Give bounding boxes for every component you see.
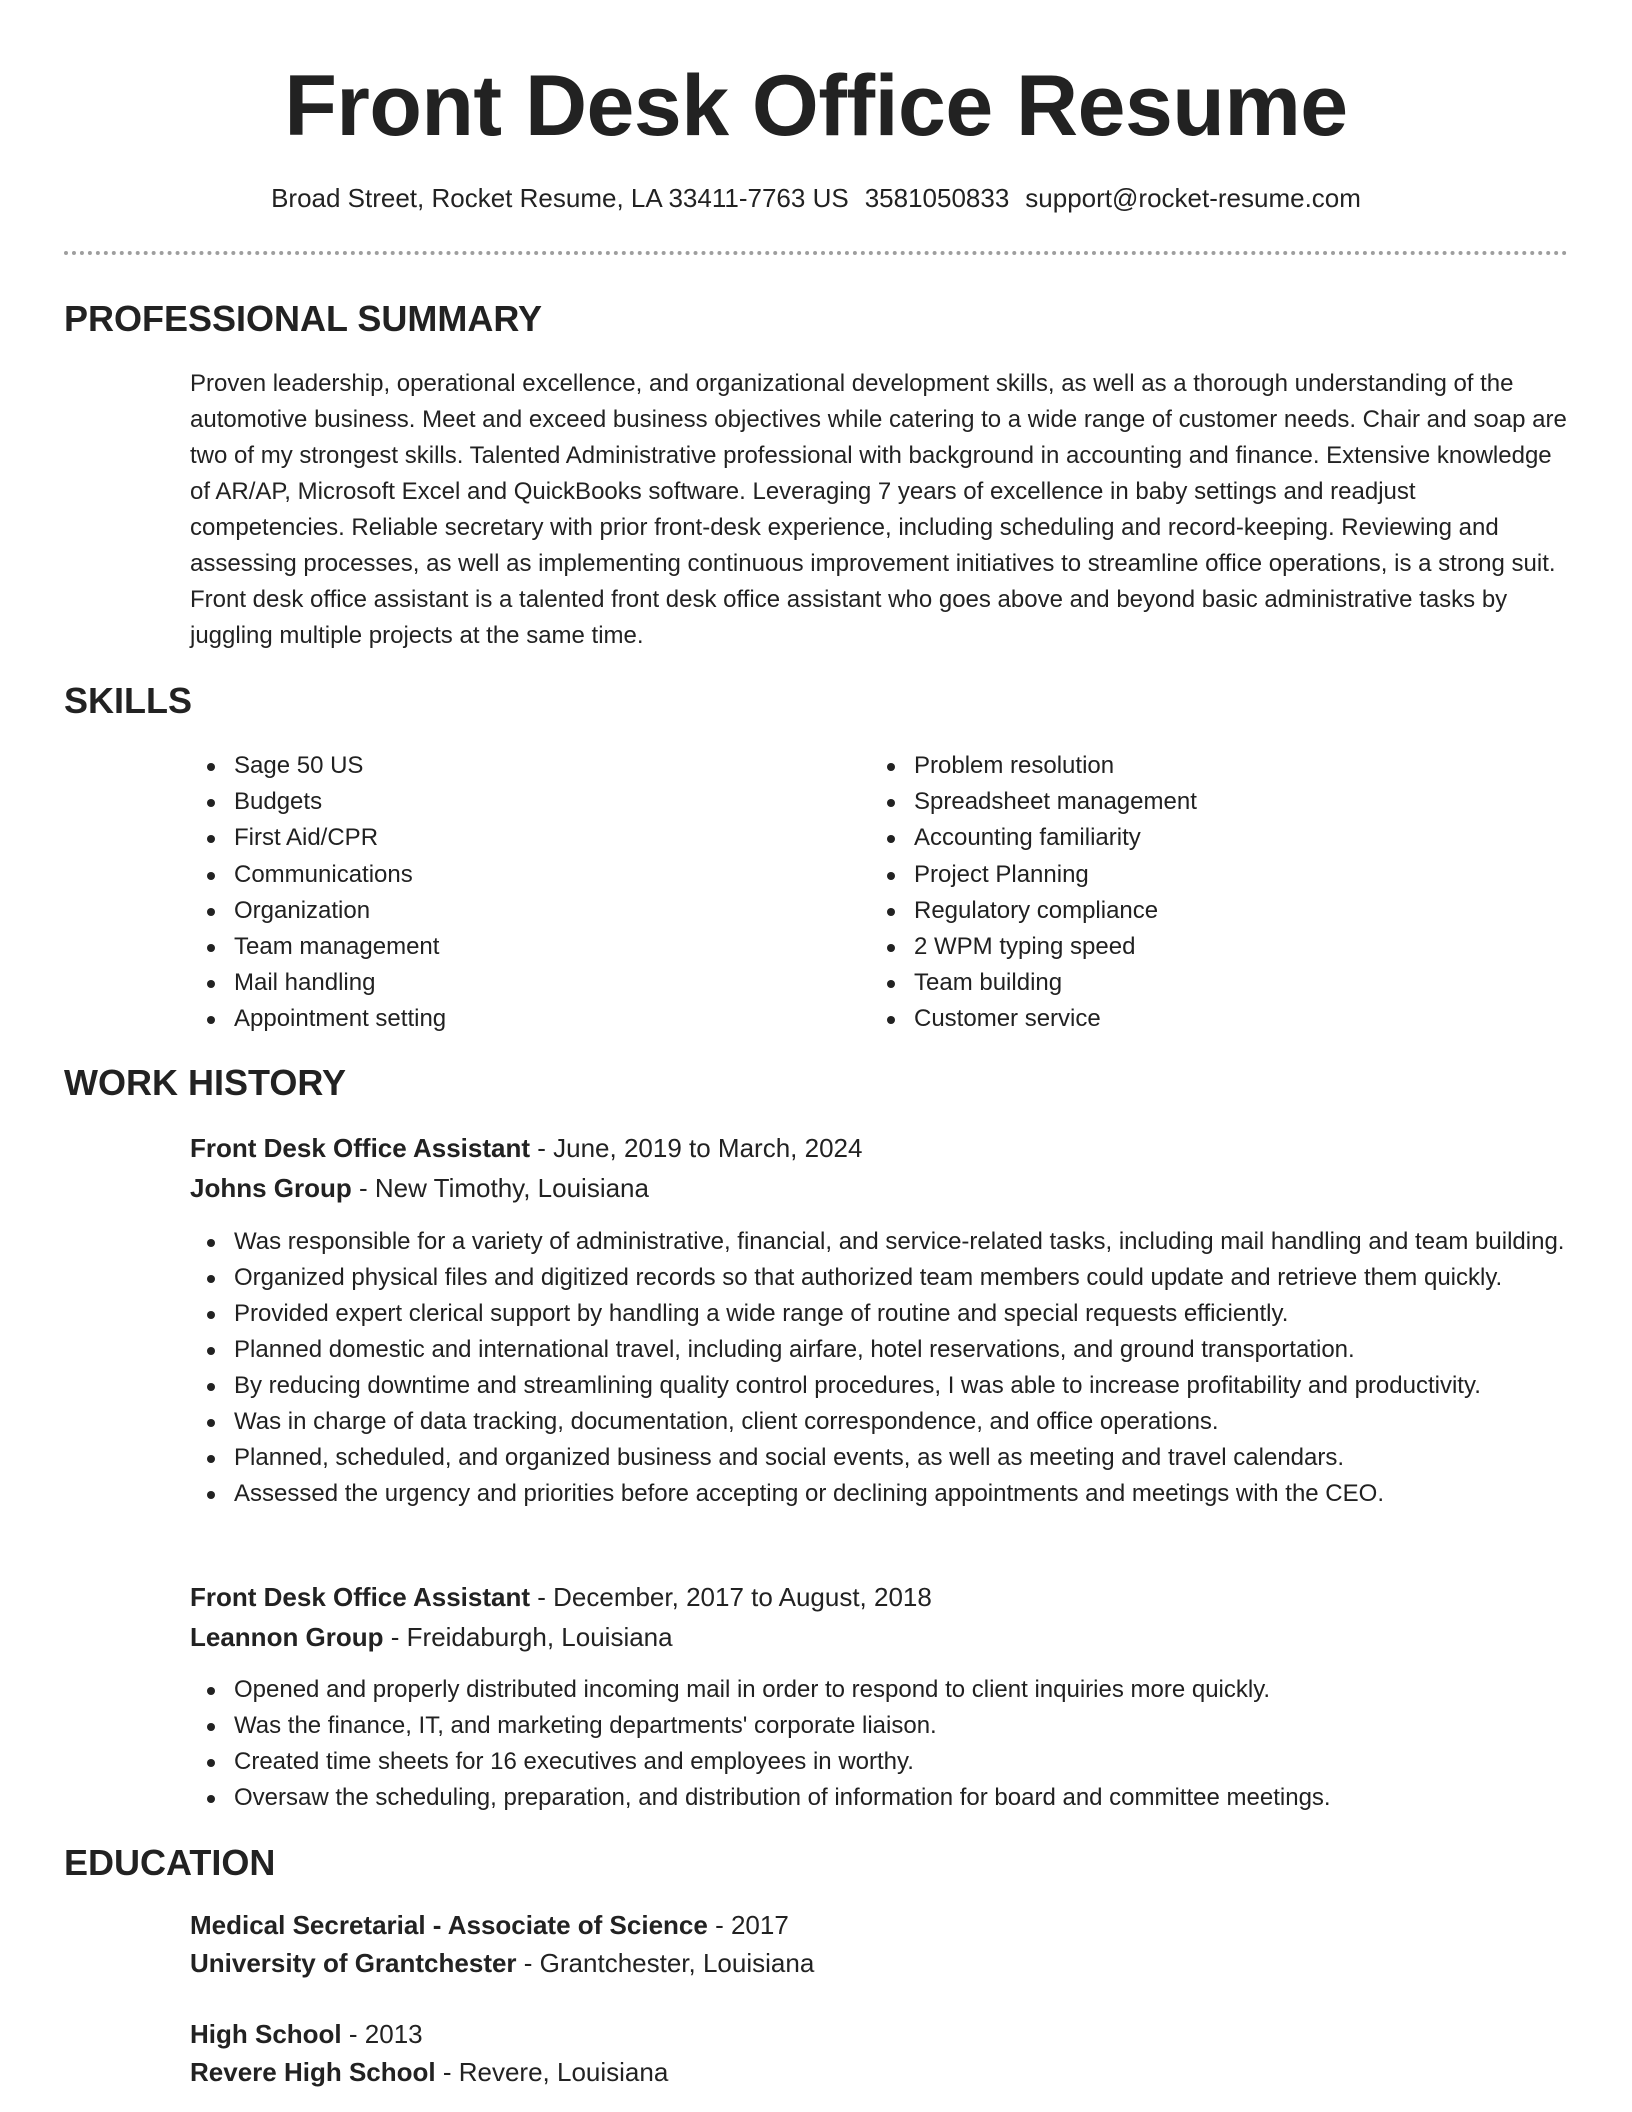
skills-list-left bbox=[190, 748, 830, 1038]
skill-item: Organization bbox=[190, 893, 830, 929]
job-dates: - June, 2019 to March, 2024 bbox=[530, 1133, 863, 1163]
job-location: - Freidaburgh, Louisiana bbox=[383, 1622, 673, 1652]
skills-list-right bbox=[870, 748, 1550, 1038]
skill-item: Spreadsheet management bbox=[870, 784, 1550, 820]
education-school-line bbox=[190, 2052, 1560, 2092]
job-bullets bbox=[190, 1672, 1570, 1816]
job-bullet: Organized physical files and digitized records so that authorized team members could update and retrieve them quickly. bbox=[190, 1260, 1570, 1296]
contact-address: Broad Street, Rocket Resume, LA 33411-7763 US bbox=[271, 183, 849, 213]
job-bullet: Provided expert clerical support by handling a wide range of routine and special requests efficiently. bbox=[190, 1296, 1570, 1332]
work-heading: WORK HISTORY bbox=[64, 1062, 347, 1103]
skill-item: Team management bbox=[190, 929, 830, 965]
job-bullet: Opened and properly distributed incoming mail in order to respond to client inquiries more quickly. bbox=[190, 1672, 1570, 1708]
skill-item: 2 WPM typing speed bbox=[870, 929, 1550, 965]
job-dates: - December, 2017 to August, 2018 bbox=[530, 1582, 932, 1612]
resume-title: Front Desk Office Resume bbox=[284, 58, 1348, 154]
skill-item: First Aid/CPR bbox=[190, 820, 830, 856]
job-bullet: Was the finance, IT, and marketing departments' corporate liaison. bbox=[190, 1708, 1570, 1744]
job-bullet: Oversaw the scheduling, preparation, and distribution of information for board and committee meetings. bbox=[190, 1780, 1570, 1816]
skill-item: Project Planning bbox=[870, 857, 1550, 893]
summary-text: Proven leadership, operational excellence, and organizational development skills, as well as a thorough understanding of the automotive business. Meet and exceed business objectives while catering to a wide range of customer needs. Chair and soap are two of my strongest skills. Talented Administrative professional with background in accounting and finance. Extensive knowledge of AR/AP, Microsoft Excel and QuickBooks software. Leveraging 7 years of excellence in baby settings and readjust competencies. Reliable secretary with prior front-desk experience, including scheduling and record-keeping. Reviewing and assessing processes, as well as implementing continuous improvement initiatives to streamline office operations, is a strong suit. Front desk office assistant is a talented front desk office assistant who goes above and beyond basic administrative tasks by juggling multiple projects at the same time. bbox=[190, 370, 1567, 649]
job-bullet: Created time sheets for 16 executives and employees in worthy. bbox=[190, 1744, 1570, 1780]
contact-line bbox=[0, 180, 1632, 216]
skill-item: Team building bbox=[870, 965, 1550, 1001]
skill-item: Sage 50 US bbox=[190, 748, 830, 784]
job-bullet: Was in charge of data tracking, documentation, client correspondence, and office operations. bbox=[190, 1404, 1570, 1440]
education-school: University of Grantchester bbox=[190, 1948, 517, 1978]
skill-item: Mail handling bbox=[190, 965, 830, 1001]
education-location: - Revere, Louisiana bbox=[435, 2057, 669, 2087]
job-company: Johns Group bbox=[190, 1173, 352, 1203]
education-year: - 2013 bbox=[341, 2019, 423, 2049]
job-bullet: Planned, scheduled, and organized business and social events, as well as meeting and travel calendars. bbox=[190, 1440, 1570, 1476]
education-heading: EDUCATION bbox=[64, 1842, 276, 1883]
job-company: Leannon Group bbox=[190, 1622, 384, 1652]
education-degree: High School bbox=[190, 2019, 342, 2049]
education-degree-line bbox=[190, 1905, 1560, 1945]
job-bullets bbox=[190, 1224, 1570, 1512]
job-bullet: Assessed the urgency and priorities before accepting or declining appointments and meetings with the CEO. bbox=[190, 1476, 1570, 1512]
job-title-line bbox=[190, 1577, 1560, 1617]
job-bullet: By reducing downtime and streamlining quality control procedures, I was able to increase profitability and productivity. bbox=[190, 1368, 1570, 1404]
skill-item: Regulatory compliance bbox=[870, 893, 1550, 929]
job-company-line bbox=[190, 1617, 1560, 1657]
job-title: Front Desk Office Assistant bbox=[190, 1582, 531, 1612]
education-location: - Grantchester, Louisiana bbox=[516, 1948, 815, 1978]
job-company-line bbox=[190, 1168, 1560, 1208]
skill-item: Problem resolution bbox=[870, 748, 1550, 784]
contact-email: support@rocket-resume.com bbox=[1025, 183, 1361, 213]
education-school: Revere High School bbox=[190, 2057, 436, 2087]
education-degree-line bbox=[190, 2014, 1560, 2054]
job-location: - New Timothy, Louisiana bbox=[351, 1173, 649, 1203]
job-bullet: Planned domestic and international travel, including airfare, hotel reservations, and ground transportation. bbox=[190, 1332, 1570, 1368]
job-bullet: Was responsible for a variety of administrative, financial, and service-related tasks, including mail handling and team building. bbox=[190, 1224, 1570, 1260]
summary-heading: PROFESSIONAL SUMMARY bbox=[64, 298, 543, 339]
skills-heading: SKILLS bbox=[64, 680, 193, 721]
education-year: - 2017 bbox=[707, 1910, 789, 1940]
job-title-line bbox=[190, 1128, 1560, 1168]
skill-item: Accounting familiarity bbox=[870, 820, 1550, 856]
job-title: Front Desk Office Assistant bbox=[190, 1133, 531, 1163]
skill-item: Communications bbox=[190, 857, 830, 893]
skill-item: Appointment setting bbox=[190, 1001, 830, 1037]
skill-item: Customer service bbox=[870, 1001, 1550, 1037]
education-school-line bbox=[190, 1943, 1560, 1983]
skill-item: Budgets bbox=[190, 784, 830, 820]
header-divider bbox=[64, 251, 1568, 255]
contact-phone: 3581050833 bbox=[864, 183, 1010, 213]
education-degree: Medical Secretarial - Associate of Science bbox=[190, 1910, 708, 1940]
